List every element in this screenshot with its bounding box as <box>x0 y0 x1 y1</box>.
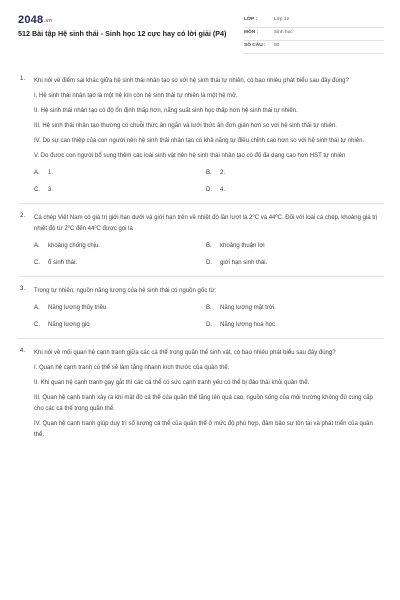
option-text: Năng lượng thủy triều <box>48 305 107 311</box>
answer-option-c[interactable] <box>34 321 206 329</box>
question-text: Khi nói về mối quan hệ cạnh tranh giữa các cá thể trong quần thể sinh vật, có bao nhiêu phát biểu sau đây đúng? <box>34 350 336 356</box>
question-text: Cá chép Việt Nam có giá trị giới hạn dưới và giới hạn trên về nhiệt độ lần lượt là $2^0C$ và $44^0C$. Đối với loài cá chép, khoảng giá trị nhiệt độ từ $2^0C$ đến $44^0C$ được gọi là <box>34 213 378 232</box>
meta-value: Sinh học <box>274 30 293 35</box>
meta-label: SỐ CÂU : <box>244 43 266 48</box>
statement: II. Khi quan hệ cạnh tranh gay gắt thì các cá thể có sức cạnh tranh yếu có thể bị đào thải khỏi quần thể. <box>34 380 310 386</box>
question-number: 3. <box>20 286 26 292</box>
option-text: 2. <box>220 170 226 176</box>
meta-table <box>244 15 384 54</box>
statement: III. Quan hệ cạnh tranh xảy ra khi mật độ cá thể của quần thể tăng lên quá cao, nguồn sống của môi trường không đủ cung cấp cho các cá thể trong quần thể. <box>34 395 373 412</box>
answer-option-d[interactable] <box>206 259 378 267</box>
logo-tld: .vn <box>44 18 53 24</box>
question-text: Trong tự nhiên, nguồn năng lượng của hệ sinh thái có nguồn gốc từ: <box>34 288 217 294</box>
statement: IV. Quan hệ cạnh tranh giúp duy trì số lượng cá thể của quần thể ở mức độ phù hợp, đảm bảo sự tồn tại và phát triển của quần thể. <box>34 421 373 438</box>
option-text: 4. <box>220 187 226 193</box>
meta-value: 50 <box>274 43 280 48</box>
answer-options <box>34 242 384 267</box>
option-text: khoảng thuận lợi <box>220 243 265 249</box>
answer-option-a[interactable] <box>34 304 206 312</box>
question-divider <box>18 276 384 277</box>
option-text: 3. <box>48 187 54 193</box>
option-letter: C. <box>34 322 40 328</box>
option-text: 1. <box>48 170 54 176</box>
answer-option-d[interactable] <box>206 321 378 329</box>
option-letter: D. <box>206 187 212 193</box>
site-logo[interactable] <box>18 14 52 26</box>
meta-label: MÔN : <box>244 30 259 35</box>
meta-label: LỚP : <box>244 17 258 22</box>
question-number: 4. <box>20 348 26 354</box>
page-header <box>18 12 384 58</box>
question-number: 1. <box>20 76 26 82</box>
statement: III. Hệ sinh thái nhân tạo thường có chuỗi thức ăn ngắn và lưới thức ăn đơn giản hơn so với hệ sinh thái tự nhiên. <box>34 123 337 129</box>
option-text: ổ sinh thái. <box>48 260 78 266</box>
answer-option-c[interactable] <box>34 186 206 194</box>
option-letter: B. <box>206 305 212 311</box>
question-divider <box>18 338 384 339</box>
option-letter: A. <box>34 305 40 311</box>
option-letter: B. <box>206 243 212 249</box>
option-letter: C. <box>34 260 40 266</box>
answer-option-a[interactable] <box>34 169 206 177</box>
question-divider <box>18 203 384 204</box>
option-letter: A. <box>34 243 40 249</box>
meta-row-count <box>244 41 384 54</box>
meta-value: Lớp 12 <box>274 17 290 22</box>
answer-options <box>34 304 384 329</box>
question-list <box>18 76 384 441</box>
answer-option-b[interactable] <box>206 242 378 250</box>
question-1 <box>18 76 384 194</box>
statement: II. Hệ sinh thái nhân tạo có độ ổn định thấp hơn, năng suất sinh học thấp hơn hệ sinh thái tự nhiên. <box>34 108 298 114</box>
statement: I. Quan hệ cạnh tranh có thể sẽ làm tăng nhanh kích thước của quần thể. <box>34 365 230 371</box>
option-text: Năng lượng hoá học <box>220 322 275 328</box>
answer-option-c[interactable] <box>34 259 206 267</box>
page-title: 512 Bài tập Hệ sinh thái - Sinh học 12 cực hay có lời giải (P4) <box>18 29 227 38</box>
answer-option-a[interactable] <box>34 242 206 250</box>
statement: V. Do được con người bổ sung thêm các loài sinh vật nên hệ sinh thái nhân tạo có độ đa dạng cao hơn HST tự nhiên <box>34 153 346 159</box>
option-text: khoảng chống chịu. <box>48 243 101 249</box>
answer-option-b[interactable] <box>206 304 378 312</box>
question-text: Khi nói về điểm sai khác giữa hệ sinh thái nhân tạo so với hệ sinh thái tự nhiên, có bao nhiêu phát biểu sau đây đúng? <box>34 78 349 84</box>
meta-row-subject <box>244 28 384 41</box>
statement: I. Hệ sinh thái nhân tạo là một hệ kín còn hệ sinh thái tự nhiên là một hệ mở. <box>34 93 238 99</box>
option-letter: D. <box>206 322 212 328</box>
logo-name: 2048 <box>18 14 44 26</box>
answer-option-b[interactable] <box>206 169 378 177</box>
option-text: Năng lượng gió <box>48 322 90 328</box>
meta-row-grade <box>244 15 384 28</box>
option-text: giới hạn sinh thái. <box>220 260 268 266</box>
answer-options <box>34 169 384 194</box>
question-2 <box>18 213 384 267</box>
question-number: 2. <box>20 213 26 219</box>
option-letter: D. <box>206 260 212 266</box>
statement: IV. Do sự can thiệp của con người nên hệ sinh thái nhân tạo có khả năng tự điều chỉnh cao hơn so với hệ sinh thái tự nhiên. <box>34 138 365 144</box>
option-letter: B. <box>206 170 212 176</box>
question-3 <box>18 286 384 329</box>
answer-option-d[interactable] <box>206 186 378 194</box>
question-4 <box>18 348 384 441</box>
option-letter: A. <box>34 170 40 176</box>
option-text: Năng lượng mặt trời. <box>220 305 276 311</box>
option-letter: C. <box>34 187 40 193</box>
